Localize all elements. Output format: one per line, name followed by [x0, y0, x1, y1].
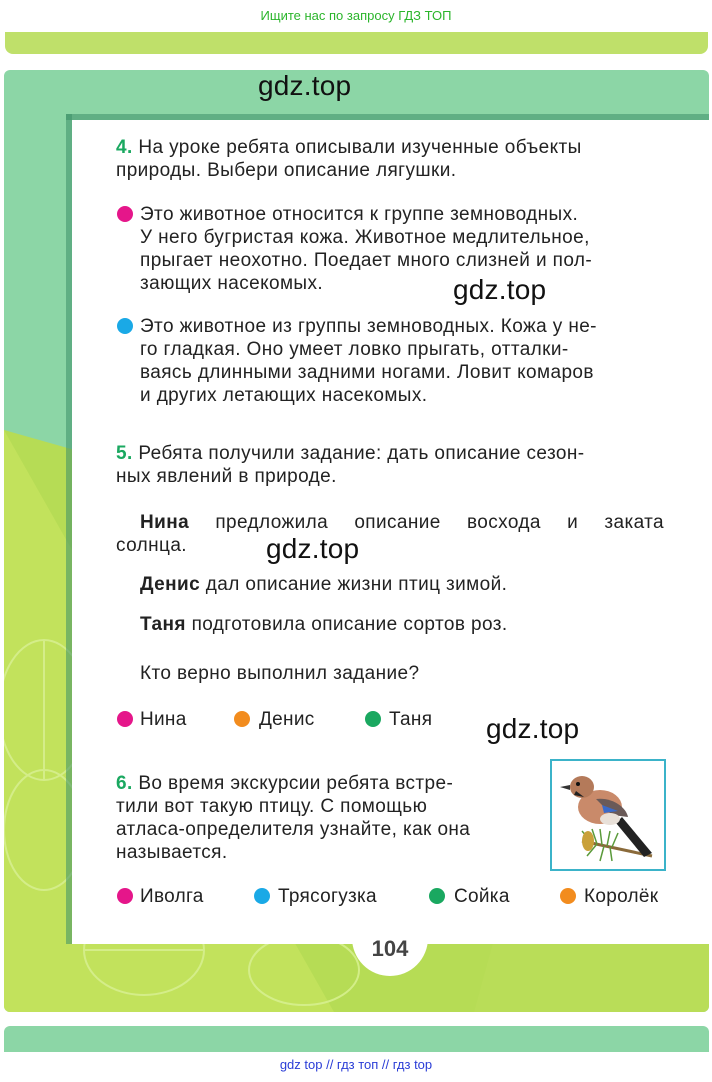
top-banner[interactable]: Ищите нас по запросу ГДЗ ТОП: [260, 8, 452, 23]
task5-line2: ных явлений в природе.: [116, 466, 337, 487]
watermark: gdz.top: [453, 274, 547, 305]
task5-heading: [116, 442, 664, 465]
tanya-name: Таня: [140, 614, 186, 635]
option-radio-green[interactable]: [365, 711, 381, 727]
option-radio-blue[interactable]: [254, 888, 270, 904]
task4-option-a-line: зающих насекомых.: [140, 273, 324, 294]
task4-heading: [116, 136, 664, 159]
task4-option-a-line: Это животное относится к группе земноводных.: [140, 204, 579, 225]
task4-option-b-line: и других летающих насекомых.: [140, 385, 428, 406]
option-radio-orange[interactable]: [560, 888, 576, 904]
task5-option: Денис: [259, 709, 315, 730]
task6-heading: [116, 772, 536, 795]
task5-tanya-line: [140, 613, 664, 636]
task6-option: Сойка: [454, 886, 510, 907]
task4-option-a-line: У него бугристая кожа. Животное медлительное,: [140, 227, 590, 248]
task4-option-b-line: го гладкая. Оно умеет ловко прыгать, отталки-: [140, 339, 569, 360]
footer-links[interactable]: gdz top // гдз топ // гдз top: [279, 1057, 433, 1072]
tanya-text: подготовила описание сортов роз.: [191, 614, 508, 635]
task5-number: 5.: [116, 443, 133, 464]
watermark: gdz.top: [266, 533, 360, 564]
task6-number: 6.: [116, 773, 133, 794]
nina-text: предложила описание восхода и заката: [215, 512, 664, 533]
bird-picture: [550, 759, 666, 871]
task6-line: тили вот такую птицу. С помощью: [116, 796, 428, 817]
task6-line: называется.: [116, 842, 228, 863]
watermark: gdz.top: [258, 70, 352, 101]
task6-line1: Во время экскурсии ребята встре-: [138, 773, 454, 794]
task5-option: Нина: [140, 709, 187, 730]
option-radio-blue[interactable]: [117, 318, 133, 334]
watermark: gdz.top: [486, 713, 580, 744]
denis-text: дал описание жизни птиц зимой.: [205, 574, 508, 595]
task5-denis-line: [140, 573, 664, 596]
jay-bird-illustration: [552, 761, 664, 869]
task5-nina-line2: солнца.: [116, 535, 187, 556]
task6-option: Иволга: [140, 886, 204, 907]
task5-line1: Ребята получили задание: дать описание сезон-: [138, 443, 585, 464]
task4-option-a-line: прыгает неохотно. Поедает много слизней и пол-: [140, 250, 593, 271]
page-number: 104: [352, 924, 428, 976]
task4-number: 4.: [116, 137, 133, 158]
task5-option: Таня: [389, 709, 433, 730]
option-radio-magenta[interactable]: [117, 206, 133, 222]
task4-line1: На уроке ребята описывали изученные объекты: [138, 137, 582, 158]
task5-nina-line: [140, 511, 664, 534]
task5-question: Кто верно выполнил задание?: [140, 663, 420, 684]
option-radio-magenta[interactable]: [117, 888, 133, 904]
previous-page-strip: [5, 32, 708, 54]
next-page-strip: [4, 1026, 709, 1052]
task6-option: Королёк: [584, 886, 659, 907]
denis-name: Денис: [140, 574, 201, 595]
task4-option-b-line: ваясь длинными задними ногами. Ловит комаров: [140, 362, 594, 383]
option-radio-green[interactable]: [429, 888, 445, 904]
task6-option: Трясогузка: [278, 886, 377, 907]
option-radio-orange[interactable]: [234, 711, 250, 727]
option-radio-magenta[interactable]: [117, 711, 133, 727]
task6-line: атласа-определителя узнайте, как она: [116, 819, 471, 840]
task4-line2: природы. Выбери описание лягушки.: [116, 160, 457, 181]
nina-name: Нина: [140, 512, 190, 533]
task4-option-b-line: Это животное из группы земноводных. Кожа у не-: [140, 316, 597, 337]
